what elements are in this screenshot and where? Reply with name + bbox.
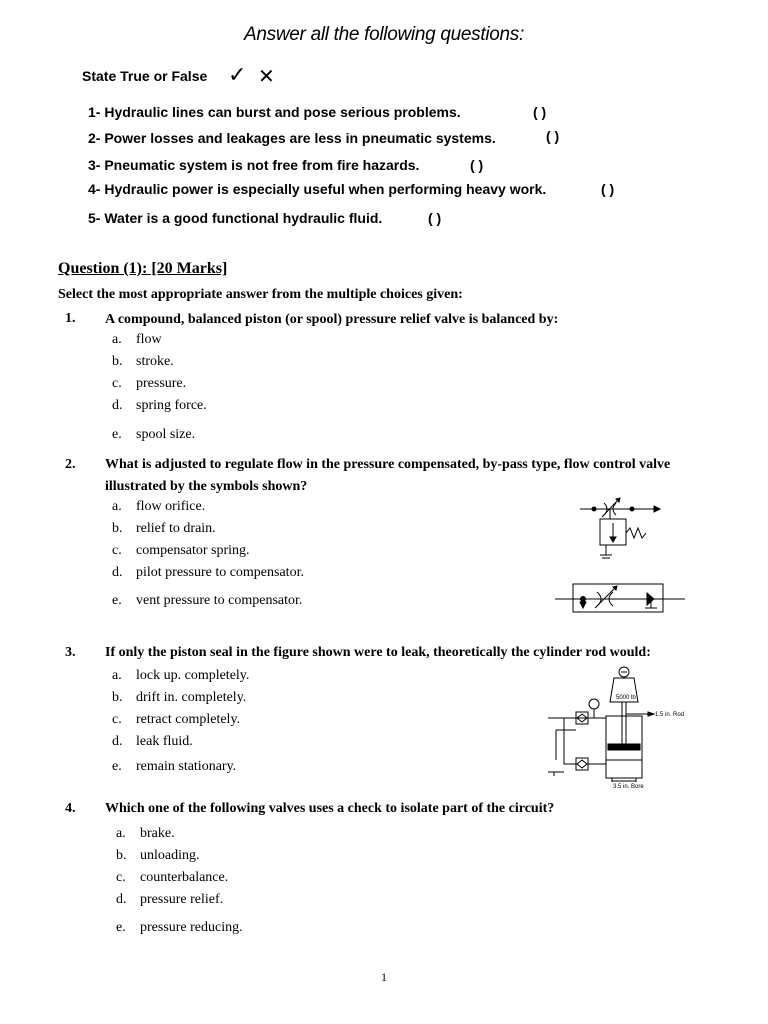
tf-answer-paren-2: ( )	[546, 128, 560, 144]
flow-control-detailed-symbol	[580, 495, 660, 565]
option-b: b. drift in. completely.	[112, 690, 247, 705]
page-heading: Answer all the following questions:	[244, 24, 524, 45]
option-a: a. flow	[112, 332, 162, 347]
question-number: 4.	[65, 801, 76, 816]
option-e: e. pressure reducing.	[116, 920, 243, 935]
check-mark-icon: ✓	[228, 62, 247, 87]
option-c: c. compensator spring.	[112, 543, 250, 558]
option-c: c. counterbalance.	[116, 870, 229, 885]
question-text: Which one of the following valves uses a check to isolate part of the circuit?	[105, 801, 555, 816]
rod-label: 1.5 in. Rod	[655, 712, 685, 718]
tf-answer-paren-4: ( )	[601, 181, 615, 197]
option-b: b. stroke.	[112, 354, 174, 369]
bore-label: 3.5 in. Bore	[613, 784, 644, 790]
tf-answer-paren-1: ( )	[533, 104, 547, 120]
page-number: 1	[381, 970, 387, 984]
tf-item-2	[88, 130, 496, 146]
option-b: b. relief to drain.	[112, 521, 216, 536]
tf-answer-paren-5: ( )	[428, 210, 442, 226]
question-title: Question (1): [20 Marks]	[58, 260, 228, 277]
option-e: e. spool size.	[112, 427, 196, 442]
tf-item-text: 3- Pneumatic system is not free from fire hazards.	[88, 157, 420, 173]
tf-item-text: 1- Hydraulic lines can burst and pose serious problems.	[88, 104, 461, 120]
question-text: What is adjusted to regulate flow in the pressure compensated, by-pass type, flow control valve illustrated by the symbols shown?	[105, 457, 671, 494]
tf-item-3	[88, 157, 419, 173]
tf-item-5	[88, 210, 382, 226]
option-c: c. pressure.	[112, 376, 187, 391]
option-a: a. lock up. completely.	[112, 668, 250, 683]
tf-item-text: 2- Power losses and leakages are less in pneumatic systems.	[88, 130, 496, 146]
tf-item-4	[88, 181, 546, 197]
question-text: If only the piston seal in the figure shown were to leak, theoretically the cylinder rod would:	[105, 645, 651, 660]
option-c: c. retract completely.	[112, 712, 241, 727]
option-a: a. flow orifice.	[112, 499, 206, 514]
option-e: e. vent pressure to compensator.	[112, 593, 303, 608]
cross-mark-icon: ✕	[258, 66, 275, 88]
flow-control-simplified-symbol	[555, 580, 685, 614]
option-d: d. spring force.	[112, 398, 207, 413]
option-d: d. pilot pressure to compensator.	[112, 565, 304, 580]
question-number: 2.	[65, 457, 76, 472]
tf-item-text: 4- Hydraulic power is especially useful when performing heavy work.	[88, 181, 547, 197]
tf-item-1	[88, 104, 461, 120]
load-label: 5000 lb	[616, 695, 636, 701]
tf-answer-paren-3: ( )	[470, 157, 484, 173]
option-a: a. brake.	[116, 826, 175, 841]
option-b: b. unloading.	[116, 848, 200, 863]
tf-item-text: 5- Water is a good functional hydraulic fluid.	[88, 210, 383, 226]
option-e: e. remain stationary.	[112, 759, 237, 774]
question-instruction: Select the most appropriate answer from the multiple choices given:	[58, 287, 463, 302]
question-number: 3.	[65, 645, 76, 660]
question-number: 1.	[65, 311, 76, 326]
cylinder-circuit-figure	[548, 664, 688, 794]
true-false-label: State True or False	[82, 68, 208, 84]
option-d: d. leak fluid.	[112, 734, 193, 749]
question-text: A compound, balanced piston (or spool) pressure relief valve is balanced by:	[105, 312, 559, 327]
option-d: d. pressure relief.	[116, 892, 224, 907]
